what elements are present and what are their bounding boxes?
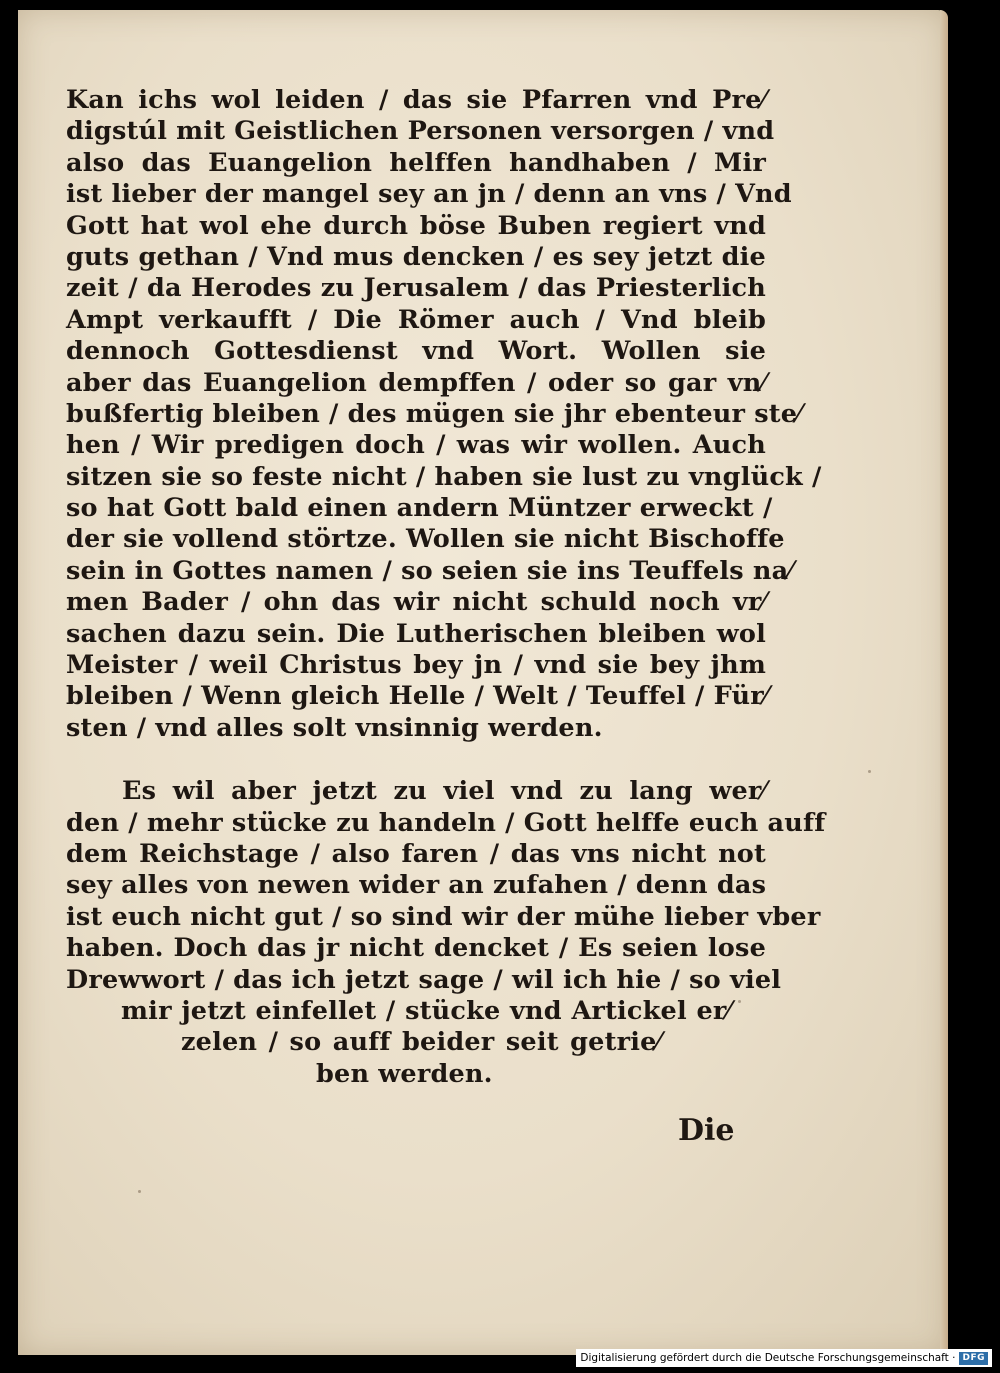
text-line: sten / vnd alles solt vnsinnig werden. [66, 712, 603, 743]
text-line: der sie vollend störtze. Wollen sie nicht Bischoffe [66, 524, 785, 555]
text-line: bleiben / Wenn gleich Helle / Welt / Teuffel / Für⁄ [66, 681, 769, 712]
text-line: dennoch Gottesdienst vnd Wort. Wollen sie [66, 336, 766, 367]
book-page [18, 10, 948, 1355]
digitization-credit [576, 1349, 992, 1367]
catchword: Die [678, 1113, 735, 1148]
text-line-tapered: mir jetzt einfellet / stücke vnd Artickel er⁄ [121, 995, 731, 1026]
text-line: Kan ichs wol leiden / das sie Pfarren vnd Pre⁄ [66, 85, 766, 115]
text-line: sitzen sie so feste nicht / haben sie lust zu vnglück / [66, 461, 822, 492]
paragraph-gap [66, 744, 766, 776]
text-line: digstúl mit Geistlichen Personen versorgen / vnd [66, 116, 775, 147]
text-line: Ampt verkaufft / Die Römer auch / Vnd bleib [66, 304, 766, 335]
text-line: so hat Gott bald einen andern Müntzer erweckt / [66, 493, 773, 524]
text-line: Es wil aber jetzt zu viel vnd zu lang wer⁄ [122, 776, 766, 807]
dfg-logo: DFG [959, 1352, 988, 1365]
text-line: Meister / weil Christus bey jn / vnd sie bey jhm [66, 650, 766, 681]
text-line: men Bader / ohn das wir nicht schuld noch vr⁄ [66, 587, 766, 618]
text-line: zeit / da Herodes zu Jerusalem / das Priesterlich [66, 273, 766, 304]
text-line: hen / Wir predigen doch / was wir wollen. Auch [66, 430, 766, 461]
text-line-tapered: ben werden. [316, 1058, 493, 1089]
page-text [66, 85, 826, 1090]
text-line: aber das Euangelion dempffen / oder so gar vn⁄ [66, 367, 766, 398]
text-line: sachen dazu sein. Die Lutherischen bleiben wol [66, 618, 766, 649]
text-line: dem Reichstage / also faren / das vns nicht not [66, 838, 766, 869]
text-line: ist euch nicht gut / so sind wir der mühe lieber vber [66, 901, 821, 932]
text-line: sein in Gottes namen / so seien sie ins Teuffels na⁄ [66, 555, 793, 586]
text-line: Gott hat wol ehe durch böse Buben regiert vnd [66, 210, 766, 241]
text-line: haben. Doch das jr nicht dencket / Es seien lose [66, 933, 766, 964]
page-edge [940, 10, 948, 1355]
text-line: sey alles von newen wider an zufahen / denn das [66, 870, 767, 901]
text-line: den / mehr stücke zu handeln / Gott helffe euch auff [66, 807, 826, 838]
paper-speck [138, 1190, 141, 1193]
text-line-tapered: zelen / so auff beider seit getrie⁄ [181, 1027, 661, 1058]
credit-text: Digitalisierung gefördert durch die Deutsche Forschungsgemeinschaft · [580, 1352, 956, 1364]
text-line: Drewwort / das ich jetzt sage / wil ich hie / so viel [66, 964, 782, 995]
paper-speck [868, 770, 871, 773]
text-line: ist lieber der mangel sey an jn / denn an vns / Vnd [66, 179, 792, 210]
text-line: bußfertig bleiben / des mügen sie jhr ebenteur ste⁄ [66, 398, 802, 429]
text-line: also das Euangelion helffen handhaben / Mir [66, 147, 766, 178]
text-line: guts gethan / Vnd mus dencken / es sey jetzt die [66, 241, 766, 272]
